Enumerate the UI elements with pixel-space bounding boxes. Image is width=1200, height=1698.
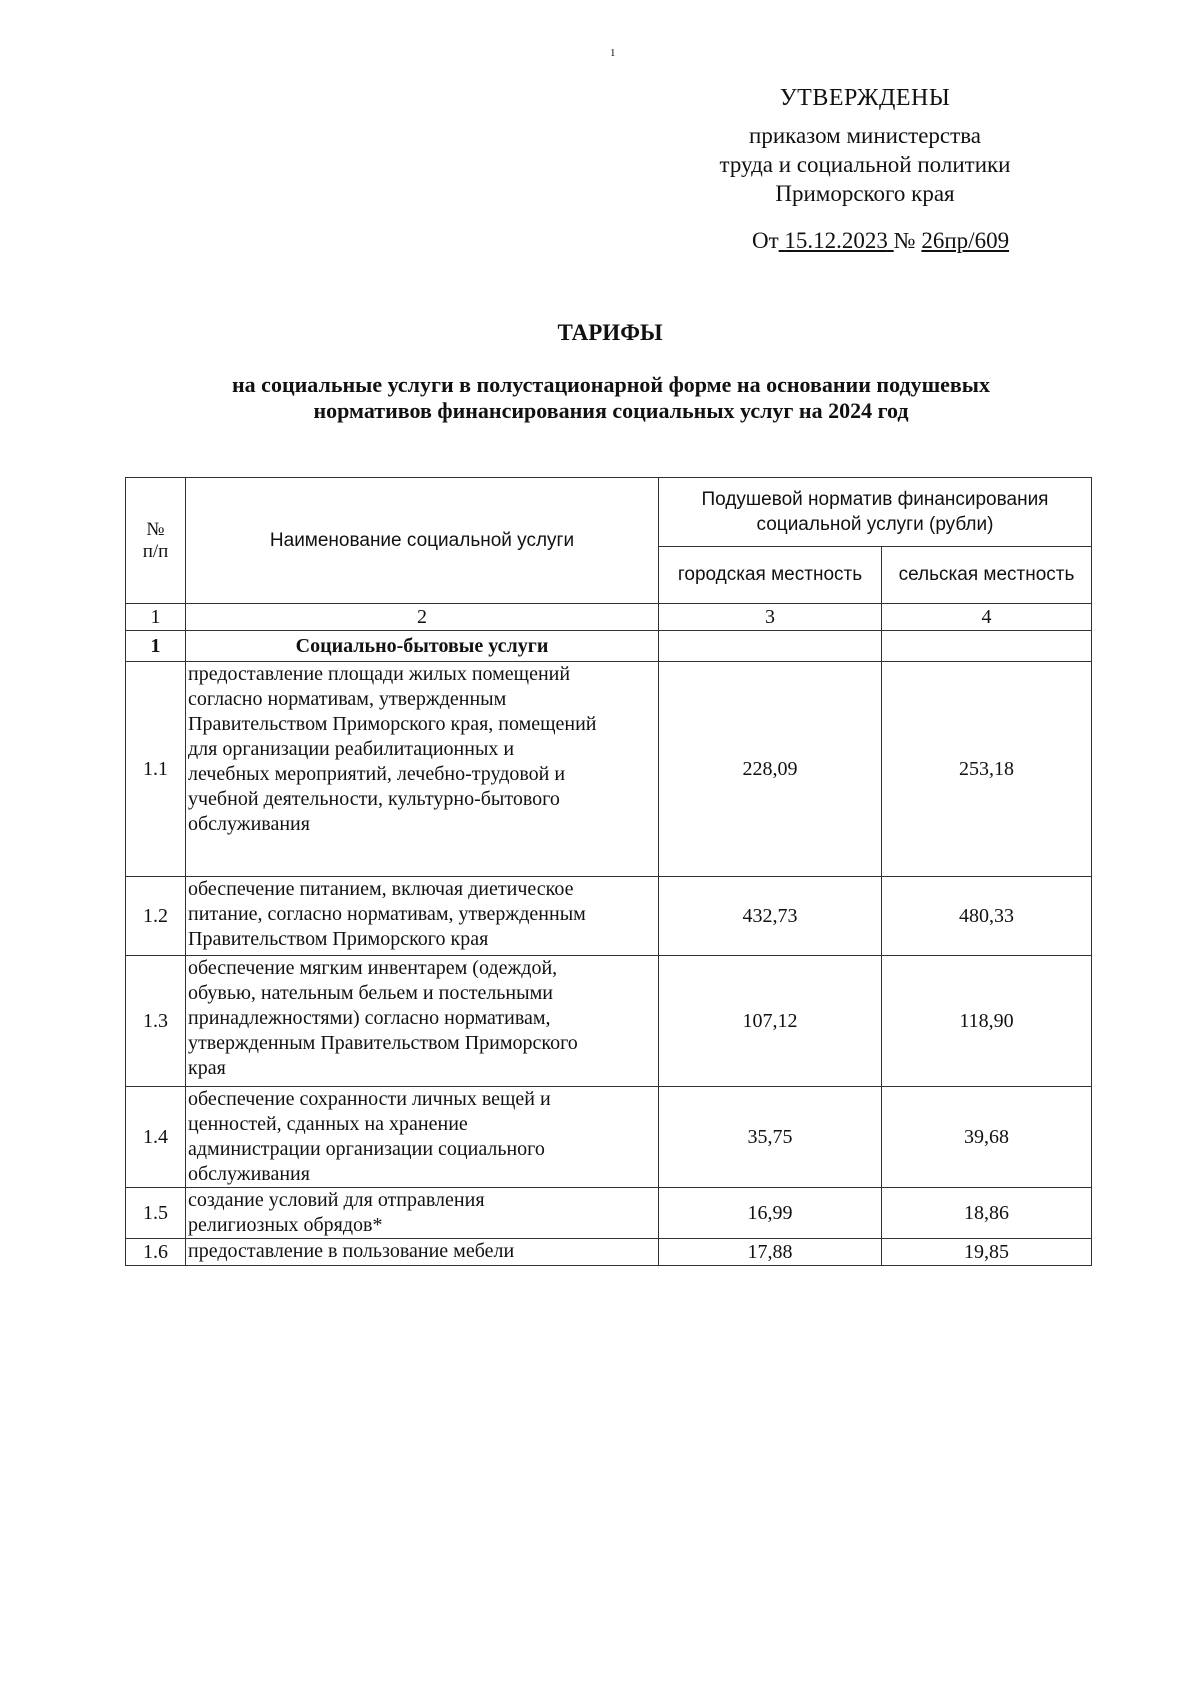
urban-value: 107,12	[659, 956, 882, 1087]
tariff-table-container	[125, 477, 1092, 1266]
service-description-line: обеспечение сохранности личных вещей и	[188, 1088, 551, 1110]
rural-value: 253,18	[882, 662, 1092, 877]
document-subtitle	[0, 372, 1200, 424]
service-description-line: Правительством Приморского края	[188, 928, 489, 950]
row-number: 1.2	[126, 877, 186, 956]
header-rural: сельская местность	[882, 547, 1092, 604]
service-description-line: для организации реабилитационных и	[188, 738, 515, 760]
service-description-line: предоставление в пользование мебели	[188, 1240, 515, 1262]
urban-value: 228,09	[659, 662, 882, 877]
service-description-line: Правительством Приморского края, помещений	[188, 713, 597, 735]
table-row	[126, 1188, 1092, 1239]
column-index-row	[126, 604, 1092, 631]
document-title: ТАРИФЫ	[557, 320, 663, 345]
row-number: 1.6	[126, 1239, 186, 1266]
service-description-line: обслуживания	[188, 1163, 310, 1185]
service-description-line: религиозных обрядов*	[188, 1214, 383, 1236]
service-description-line: утвержденным Правительством Приморского	[188, 1032, 578, 1054]
order-reference	[752, 228, 1009, 254]
section-number: 1	[126, 631, 186, 662]
service-description	[186, 1188, 659, 1239]
rural-value: 18,86	[882, 1188, 1092, 1239]
table-row	[126, 877, 1092, 956]
header-service-name: Наименование социальной услуги	[186, 478, 659, 604]
service-description-line: обслуживания	[188, 813, 310, 835]
service-description-line: учебной деятельности, культурно-бытового	[188, 788, 560, 810]
subtitle-line-1: на социальные услуги в полустационарной форме на основании подушевых	[232, 372, 990, 397]
service-description-line: обеспечение мягким инвентарем (одеждой,	[188, 957, 558, 979]
service-description-line: принадлежностями) согласно нормативам,	[188, 1007, 551, 1029]
tariff-table	[125, 477, 1092, 1266]
service-description-line: обеспечение питанием, включая диетическое	[188, 878, 574, 900]
service-description	[186, 877, 659, 956]
page-number: 1	[610, 47, 616, 59]
order-date: 15.12.2023	[784, 228, 888, 253]
service-description-line: лечебных мероприятий, лечебно-трудовой и	[188, 763, 566, 785]
subtitle-line-2: нормативов финансирования социальных услуг на 2024 год	[313, 398, 909, 423]
section-empty-cell	[659, 631, 882, 662]
section-title: Социально-бытовые услуги	[186, 631, 659, 662]
service-description-line: создание условий для отправления	[188, 1189, 485, 1211]
service-description	[186, 1087, 659, 1188]
row-number: 1.4	[126, 1087, 186, 1188]
rural-value: 118,90	[882, 956, 1092, 1087]
service-description-line: администрации организации социального	[188, 1138, 545, 1160]
approval-heading: УТВЕРЖДЕНЫ	[779, 85, 951, 111]
urban-value: 432,73	[659, 877, 882, 956]
rural-value: 19,85	[882, 1239, 1092, 1266]
column-index: 4	[882, 604, 1092, 631]
column-index: 3	[659, 604, 882, 631]
table-row	[126, 1087, 1092, 1188]
table-row	[126, 662, 1092, 877]
row-number: 1.1	[126, 662, 186, 877]
header-number: № п/п	[126, 478, 186, 604]
section-empty-cell	[882, 631, 1092, 662]
service-description	[186, 956, 659, 1087]
header-urban: городская местность	[659, 547, 882, 604]
table-row	[126, 1239, 1092, 1266]
order-number: 26пр/609	[921, 228, 1010, 253]
section-row	[126, 631, 1092, 662]
order-date-prefix: От	[752, 228, 779, 253]
column-index: 2	[186, 604, 659, 631]
row-number: 1.3	[126, 956, 186, 1087]
service-description-line: питание, согласно нормативам, утвержденным	[188, 903, 586, 925]
urban-value: 16,99	[659, 1188, 882, 1239]
header-norm: Подушевой норматив финансирования социальной услуги (рубли)	[659, 478, 1092, 547]
service-description	[186, 662, 659, 877]
rural-value: 39,68	[882, 1087, 1092, 1188]
approval-block	[700, 84, 1030, 208]
service-description-line: предоставление площади жилых помещений	[188, 663, 571, 685]
service-description-line: края	[188, 1057, 226, 1079]
approval-line-2: труда и социальной политики	[719, 152, 1011, 177]
approval-line-1: приказом министерства	[749, 123, 981, 148]
table-row	[126, 956, 1092, 1087]
row-number: 1.5	[126, 1188, 186, 1239]
urban-value: 35,75	[659, 1087, 882, 1188]
approval-line-3: Приморского края	[775, 181, 955, 206]
service-description	[186, 1239, 659, 1266]
urban-value: 17,88	[659, 1239, 882, 1266]
service-description-line: обувью, нательным бельем и постельными	[188, 982, 553, 1004]
service-description-line: ценностей, сданных на хранение	[188, 1113, 468, 1135]
service-description-line: согласно нормативам, утвержденным	[188, 688, 507, 710]
rural-value: 480,33	[882, 877, 1092, 956]
column-index: 1	[126, 604, 186, 631]
order-number-sign: №	[893, 228, 916, 253]
